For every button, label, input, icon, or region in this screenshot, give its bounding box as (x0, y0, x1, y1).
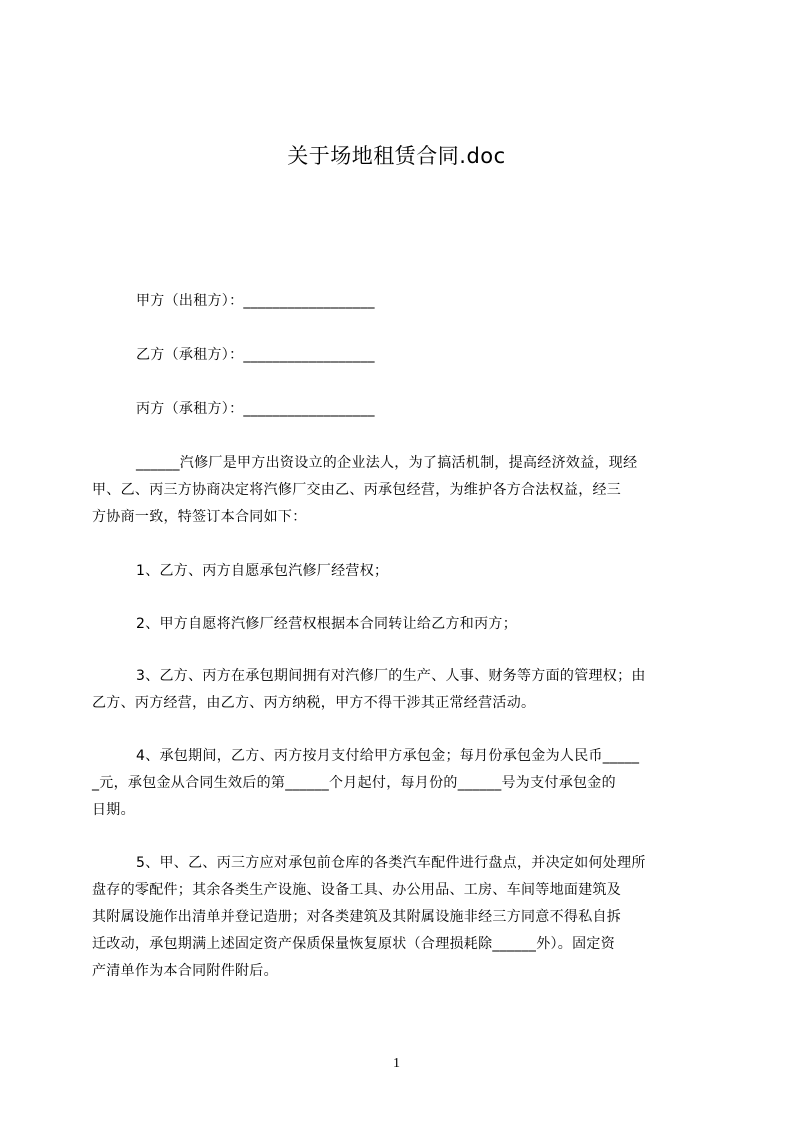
party-c-line: 丙方（承租方）：__________________ (136, 401, 375, 417)
clause-5-line: 迁改动，承包期满上述固定资产保质保量恢复原状（合理损耗除______外）。固定资 (92, 936, 615, 952)
clause-5-line: 产清单作为本合同附件附后。 (92, 963, 278, 979)
clause-4-line: 4、承包期间，乙方、丙方按月支付给甲方承包金；每月份承包金为人民币_____ (136, 748, 640, 764)
document-title: 关于场地租赁合同.doc (287, 144, 506, 168)
clause-1-line: 1、乙方、丙方自愿承包汽修厂经营权； (136, 563, 389, 579)
page-number: 1 (393, 1056, 400, 1071)
party-a-line: 甲方（出租方）：__________________ (136, 293, 375, 309)
clause-3-line: 乙方、丙方经营，由乙方、丙方纳税，甲方不得干涉其正常经营活动。 (92, 695, 536, 711)
clause-5-line: 5、甲、乙、丙三方应对承包前仓库的各类汽车配件进行盘点，并决定如何处理所 (136, 855, 646, 871)
intro-line: 甲、乙、丙三方协商决定将汽修厂交由乙、丙承包经营，为维护各方合法权益，经三 (92, 482, 622, 498)
clause-5-line: 其附属设施作出清单并登记造册；对各类建筑及其附属设施非经三方同意不得私自拆 (92, 909, 622, 925)
intro-line: 方协商一致，特签订本合同如下： (92, 509, 307, 525)
clause-2-line: 2、甲方自愿将汽修厂经营权根据本合同转让给乙方和丙方； (136, 616, 518, 632)
clause-4-line: 日期。 (92, 802, 135, 818)
clause-3-line: 3、乙方、丙方在承包期间拥有对汽修厂的生产、人事、财务等方面的管理权；由 (136, 668, 646, 684)
clause-4-line: _元，承包金从合同生效后的第______个月起付，每月份的______号为支付承包金的 (92, 775, 616, 791)
intro-line: ______汽修厂是甲方出资设立的企业法人，为了搞活机制，提高经济效益，现经 (136, 455, 638, 471)
party-b-line: 乙方（承租方）：__________________ (136, 347, 375, 363)
clause-5-line: 盘存的零配件；其余各类生产设施、设备工具、办公用品、工房、车间等地面建筑及 (92, 882, 622, 898)
